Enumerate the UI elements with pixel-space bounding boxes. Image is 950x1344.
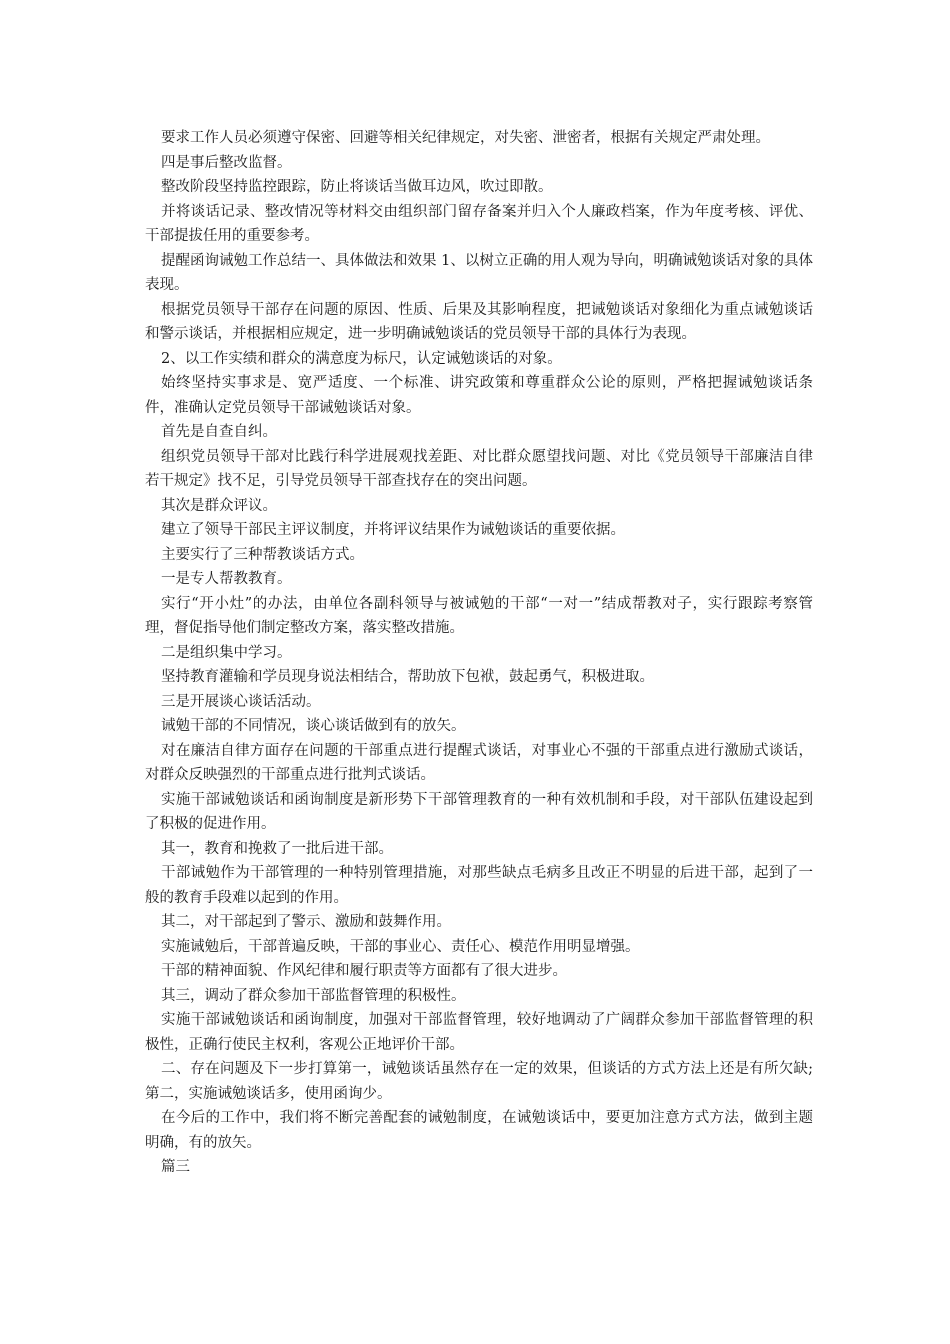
paragraph: 二是组织集中学习。 [161,644,292,661]
paragraph: 实行“开小灶”的办法，由单位各副科领导与被诫勉的干部“一对一”结成帮教对子，实行跟踪考察管理，督促指导他们制定整改方案，落实整改措施。 [145,595,813,636]
paragraph: 一是专人帮教教育。 [161,571,292,587]
paragraph: 根据党员领导干部存在问题的原因、性质、后果及其影响程度，把诫勉谈话对象细化为重点诫勉谈话和警示谈话，并根据相应规定，进一步明确诫勉谈话的党员领导干部的具体行为表现。 [145,301,813,342]
paragraph: 组织党员领导干部对比践行科学进展观找差距、对比群众愿望找问题、对比《党员领导干部廉洁自律若干规定》找不足，引导党员领导干部查找存在的突出问题。 [145,448,813,489]
paragraph: 其次是群众评议。 [161,497,277,514]
paragraph: 主要实行了三种帮教谈话方式。 [161,546,364,563]
paragraph: 提醒函询诫勉工作总结一、具体做法和效果 1、以树立正确的用人观为导向，明确诫勉谈话对象的具体表现。 [145,252,813,293]
paragraph: 要求工作人员必须遵守保密、回避等相关纪律规定，对失密、泄密者，根据有关规定严肃处理。 [161,130,770,146]
paragraph: 在今后的工作中，我们将不断完善配套的诫勉制度，在诫勉谈话中，要更加注意方式方法，做到主题明确，有的放矢。 [145,1110,813,1151]
section-heading: 篇三 [161,1159,190,1175]
paragraph: 建立了领导干部民主评议制度，并将评议结果作为诫勉谈话的重要依据。 [161,522,625,538]
paragraph: 四是事后整改监督。 [161,154,292,171]
paragraph: 实施干部诫勉谈话和函询制度是新形势下干部管理教育的一种有效机制和手段，对干部队伍建设起到了积极的促进作用。 [145,791,813,832]
paragraph: 干部的精神面貌、作风纪律和履行职责等方面都有了很大进步。 [161,963,567,979]
paragraph: 对在廉洁自律方面存在问题的干部重点进行提醒式谈话，对事业心不强的干部重点进行激励式谈话，对群众反映强烈的干部重点进行批判式谈话。 [145,742,813,783]
paragraph: 其一，教育和挽救了一批后进干部。 [161,840,393,857]
paragraph: 其三，调动了群众参加干部监督管理的积极性。 [161,987,466,1004]
paragraph: 诫勉干部的不同情况，谈心谈话做到有的放矢。 [161,718,466,734]
paragraph: 并将谈话记录、整改情况等材料交由组织部门留存备案并归入个人廉政档案，作为年度考核、评优、干部提拔任用的重要参考。 [145,203,813,244]
paragraph: 实施诫勉后，干部普遍反映，干部的事业心、责任心、模范作用明显增强。 [161,938,640,955]
paragraph: 始终坚持实事求是、宽严适度、一个标准、讲究政策和尊重群众公论的原则，严格把握诫勉谈话条件，准确认定党员领导干部诫勉谈话对象。 [145,375,813,416]
paragraph: 首先是自查自纠。 [161,424,277,440]
document-body [145,126,813,1180]
paragraph: 坚持教育灌输和学员现身说法相结合，帮助放下包袱，鼓起勇气，积极进取。 [161,669,654,685]
paragraph: 二、存在问题及下一步打算第一，诫勉谈话虽然存在一定的效果，但谈话的方式方法上还是有所欠缺;第二，实施诫勉谈话多，使用函询少。 [145,1061,813,1102]
paragraph: 干部诫勉作为干部管理的一种特别管理措施，对那些缺点毛病多且改正不明显的后进干部，起到了一般的教育手段难以起到的作用。 [145,865,813,906]
paragraph: 实施干部诫勉谈话和函询制度，加强对干部监督管理，较好地调动了广阔群众参加干部监督管理的积极性，正确行使民主权利，客观公正地评价干部。 [145,1012,813,1053]
paragraph: 其二，对干部起到了警示、激励和鼓舞作用。 [161,914,451,930]
paragraph: 三是开展谈心谈话活动。 [161,693,321,710]
paragraph: 整改阶段坚持监控跟踪，防止将谈话当做耳边风，吹过即散。 [161,179,553,195]
paragraph: 2、以工作实绩和群众的满意度为标尺，认定诫勉谈话的对象。 [161,350,562,367]
